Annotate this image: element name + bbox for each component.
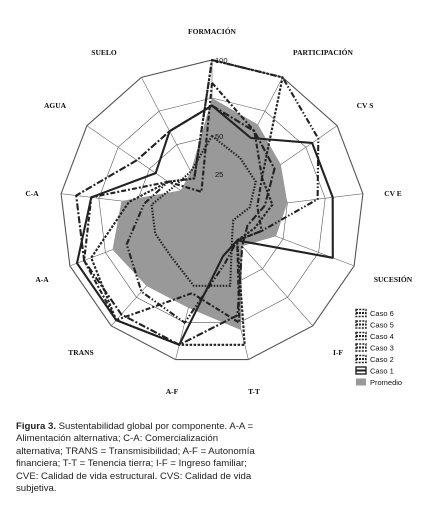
- axis-label-8: A-F: [165, 387, 179, 396]
- legend-swatch-promedio: [356, 379, 366, 386]
- axis-label-6: I-F: [333, 348, 343, 357]
- axis-label-1: FORMACIÓN: [188, 27, 236, 36]
- radial-tick-50: 50: [215, 132, 224, 141]
- radial-tick-100: 100: [215, 56, 228, 65]
- legend-label-caso-3: Caso 3: [370, 343, 394, 353]
- legend-label-caso-1: Caso 1: [370, 366, 394, 376]
- axis-label-2: PARTICIPACIÓN: [293, 48, 353, 57]
- axis-label-4: CV E: [384, 189, 402, 198]
- legend-label-caso-6: Caso 6: [370, 309, 394, 318]
- legend-label-caso-2: Caso 2: [370, 355, 394, 364]
- axis-label-10: A-A: [35, 275, 49, 284]
- axis-label-11: C-A: [25, 189, 39, 198]
- axis-label-13: SUELO: [91, 48, 117, 57]
- axis-label-3: CV S: [356, 101, 374, 110]
- caption-text: Sustentabilidad global por componente. A-A = Alimentación alternativa; C-A: Comercialización alternativa; TRANS = Transmisibilidad; A-F = Autonomía financiera; T-T = Tenencia tierra; I-F = Ingreso familiar; CVE: Calidad de vida estructural. CVS: Calidad de vida subjetiva.: [16, 421, 255, 495]
- figure-caption: [16, 421, 266, 495]
- legend: [356, 309, 402, 387]
- legend-label-caso-5: Caso 5: [370, 320, 394, 330]
- legend-label-promedio: Promedio: [370, 378, 403, 387]
- caption-label: Figura 3.: [16, 421, 56, 432]
- radial-tick-25: 25: [215, 170, 224, 179]
- axis-label-7: T-T: [248, 387, 260, 396]
- axis-label-9: TRANS: [68, 348, 94, 357]
- axis-label-12: AGUA: [43, 101, 67, 110]
- series-layer: [76, 60, 333, 345]
- axis-label-5: SUCESIÓN: [373, 275, 413, 284]
- legend-label-caso-4: Caso 4: [370, 332, 394, 341]
